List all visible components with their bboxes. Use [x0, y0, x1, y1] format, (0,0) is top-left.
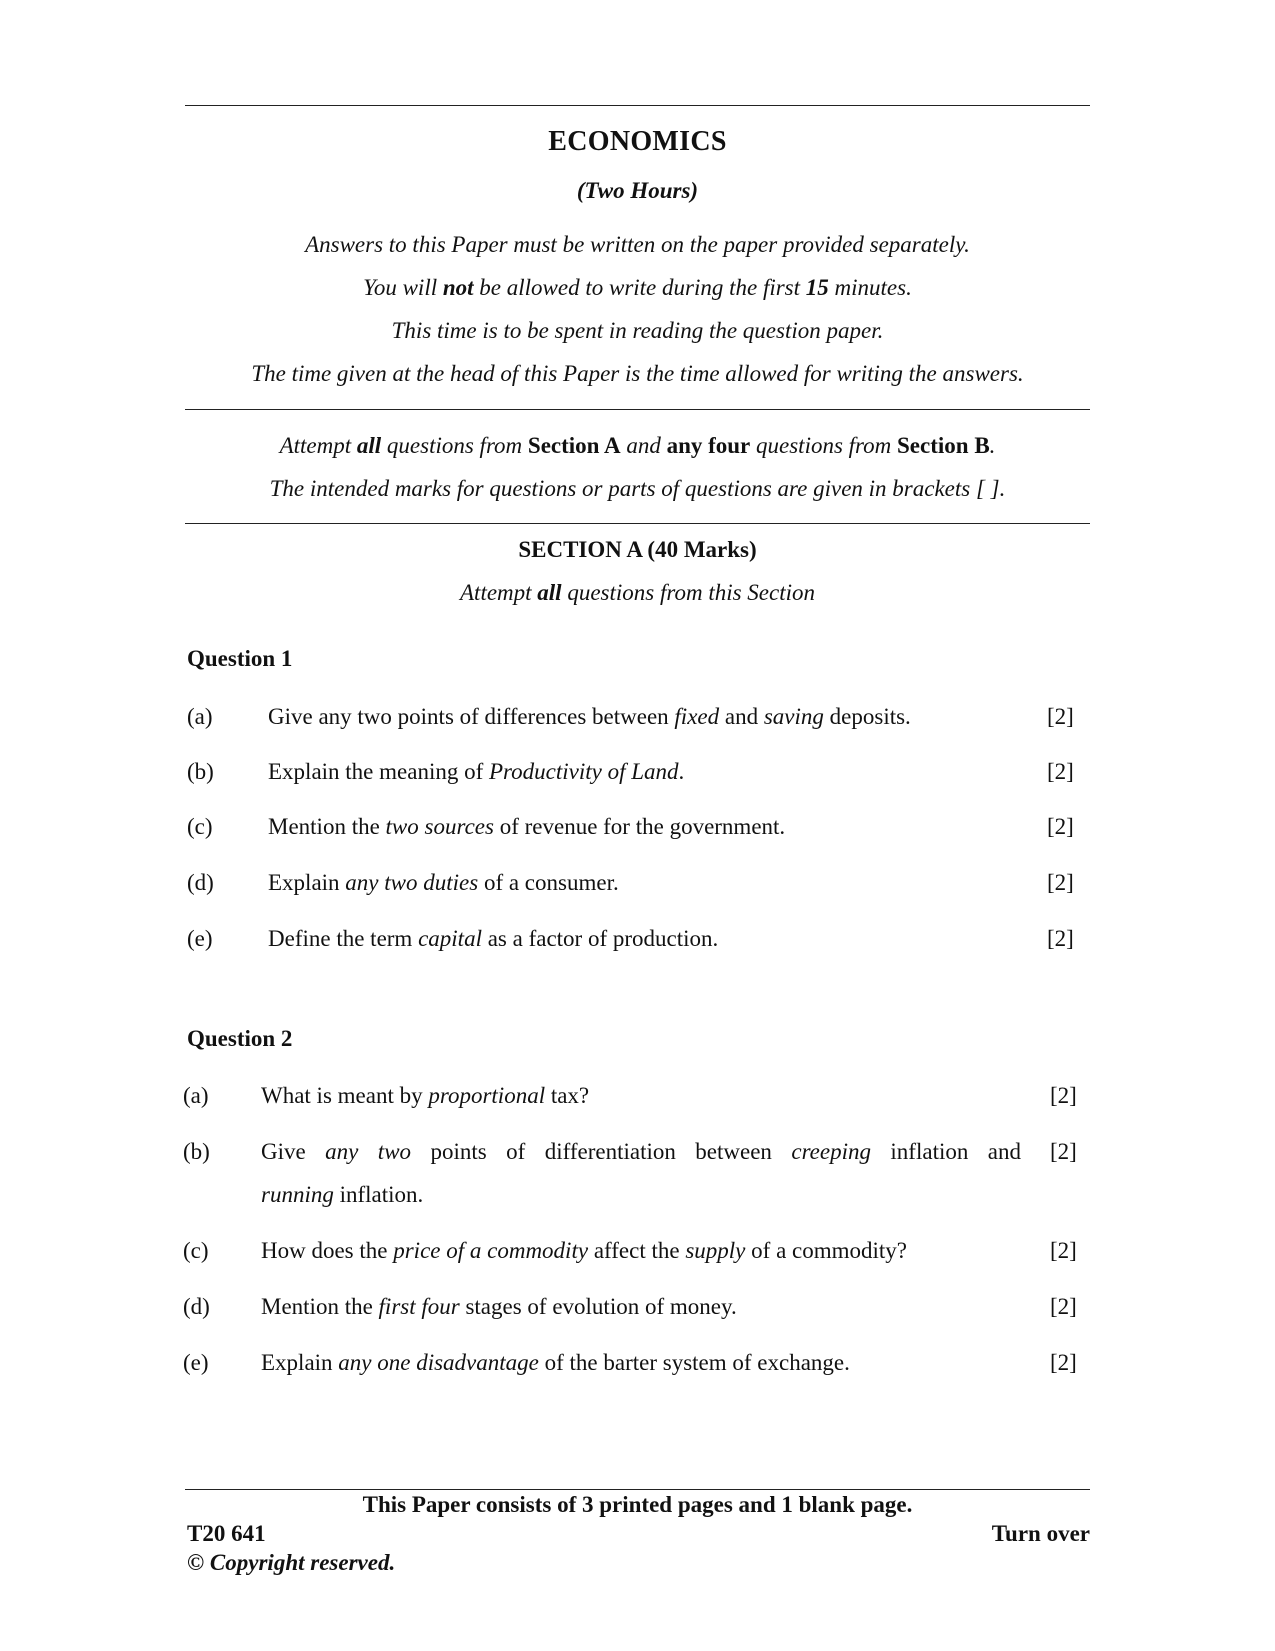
- marks-note: The intended marks for questions or parts of questions are given in brackets [ ].: [269, 476, 1006, 501]
- q2-part-text: [261, 1350, 850, 1376]
- part-emphasis: creeping: [791, 1139, 871, 1164]
- q2-part-marks: [2]: [1050, 1139, 1077, 1164]
- part-text: .: [678, 759, 685, 784]
- attempt-emphasis: any four: [666, 433, 751, 458]
- q1-part-text: [268, 759, 684, 785]
- part-text: Define the term: [268, 926, 419, 951]
- turn-over-label: Turn over: [991, 1521, 1090, 1546]
- q1-part-label: (c): [187, 814, 213, 839]
- section-sub-text: questions from this Section: [561, 580, 815, 605]
- instruction-line-4: The time given at the head of this Paper is the time allowed for writing the answers.: [251, 361, 1024, 386]
- q1-part-marks: [2]: [1047, 704, 1074, 729]
- part-text: Explain the meaning of: [268, 759, 489, 784]
- part-text: and: [719, 704, 764, 729]
- part-text: Give: [261, 1139, 326, 1164]
- part-text: What is meant by: [261, 1083, 429, 1108]
- part-text: tax?: [545, 1083, 590, 1108]
- q2-part-text-line-1: [261, 1139, 1021, 1165]
- attempt-text: Attempt: [279, 433, 357, 458]
- q2-part-label: (d): [183, 1294, 210, 1319]
- instruction-line-2: [185, 275, 1090, 301]
- section-a-subheading: [185, 580, 1090, 606]
- q2-part-label: (a): [183, 1083, 209, 1108]
- q2-part-label: (c): [183, 1238, 209, 1263]
- attempt-text: questions from: [381, 433, 528, 458]
- part-emphasis: saving: [763, 704, 824, 729]
- question-1-heading: Question 1: [187, 646, 293, 671]
- question-2-heading: Question 2: [187, 1026, 293, 1051]
- q2-part-text: [261, 1083, 589, 1109]
- instruction-emphasis: 15: [805, 275, 829, 300]
- attempt-emphasis: all: [356, 433, 382, 458]
- part-text: inflation and: [890, 1139, 1021, 1164]
- q1-part-marks: [2]: [1047, 870, 1074, 895]
- instruction-text: You will: [363, 275, 443, 300]
- section-a-heading: SECTION A (40 Marks): [518, 537, 757, 562]
- part-text: Mention the: [261, 1294, 379, 1319]
- part-emphasis: running: [261, 1182, 334, 1207]
- instruction-line-3: This time is to be spent in reading the question paper.: [391, 318, 884, 343]
- instruction-line-1: Answers to this Paper must be written on the paper provided separately.: [305, 232, 970, 257]
- q1-part-marks: [2]: [1047, 759, 1074, 784]
- q1-part-label: (d): [187, 870, 214, 895]
- q1-part-text: [268, 704, 911, 730]
- part-emphasis: capital: [418, 926, 482, 951]
- part-text: of the barter system of exchange.: [538, 1350, 850, 1375]
- part-text: points of differentiation between: [430, 1139, 792, 1164]
- q2-part-marks: [2]: [1050, 1350, 1077, 1375]
- part-emphasis: any two: [325, 1139, 412, 1164]
- part-text: Explain: [261, 1350, 339, 1375]
- part-text: Explain: [268, 870, 346, 895]
- q2-part-label: (b): [183, 1139, 210, 1164]
- instruction-text: be allowed to write during the first: [473, 275, 806, 300]
- attempt-emphasis: Section B: [897, 433, 990, 458]
- section-sub-emphasis: all: [537, 580, 562, 605]
- part-text: deposits.: [823, 704, 911, 729]
- part-text: Mention the: [268, 814, 386, 839]
- q1-part-marks: [2]: [1047, 814, 1074, 839]
- q2-part-marks: [2]: [1050, 1238, 1077, 1263]
- q2-part-text: [261, 1294, 737, 1320]
- q1-part-marks: [2]: [1047, 926, 1074, 951]
- part-text: of revenue for the government.: [493, 814, 786, 839]
- part-emphasis: any two duties: [345, 870, 479, 895]
- q2-part-text: [261, 1238, 907, 1264]
- part-emphasis: any one disadvantage: [338, 1350, 539, 1375]
- attempt-emphasis: Section A: [527, 433, 621, 458]
- part-text: affect the: [588, 1238, 686, 1263]
- instruction-emphasis: not: [442, 275, 474, 300]
- paper-code: T20 641: [187, 1521, 266, 1546]
- q2-part-marks: [2]: [1050, 1083, 1077, 1108]
- footer-divider: [185, 1489, 1090, 1490]
- q1-part-text: [268, 814, 785, 840]
- part-emphasis: supply: [685, 1238, 746, 1263]
- instruction-text: minutes.: [828, 275, 912, 300]
- part-text: of a commodity?: [745, 1238, 908, 1263]
- part-text: stages of evolution of money.: [459, 1294, 737, 1319]
- q1-part-text: [268, 926, 718, 952]
- q1-part-label: (e): [187, 926, 213, 951]
- section-sub-text: Attempt: [460, 580, 538, 605]
- q1-part-text: [268, 870, 619, 896]
- part-emphasis: price of a commodity: [393, 1238, 589, 1263]
- copyright-notice: © Copyright reserved.: [187, 1550, 396, 1575]
- part-emphasis: proportional: [428, 1083, 546, 1108]
- part-text: inflation.: [333, 1182, 424, 1207]
- part-text: How does the: [261, 1238, 394, 1263]
- instructions-divider: [185, 409, 1090, 410]
- top-divider: [185, 105, 1090, 106]
- paper-duration: (Two Hours): [576, 178, 699, 203]
- section-divider: [185, 523, 1090, 524]
- q1-part-label: (b): [187, 759, 214, 784]
- part-text: of a consumer.: [478, 870, 619, 895]
- part-emphasis: two sources: [385, 814, 494, 839]
- part-text: as a factor of production.: [481, 926, 719, 951]
- part-emphasis: Productivity of Land: [489, 759, 679, 784]
- attempt-text: and: [620, 433, 667, 458]
- q2-part-text-line-2: [261, 1182, 423, 1208]
- paper-title: ECONOMICS: [548, 126, 727, 157]
- part-emphasis: fixed: [674, 704, 720, 729]
- part-text: Give any two points of differences between: [268, 704, 675, 729]
- q2-part-marks: [2]: [1050, 1294, 1077, 1319]
- page-count-note: This Paper consists of 3 printed pages and 1 blank page.: [362, 1492, 913, 1517]
- attempt-text: questions from: [750, 433, 898, 458]
- attempt-instruction: [185, 433, 1090, 459]
- q1-part-label: (a): [187, 704, 213, 729]
- q2-part-label: (e): [183, 1350, 209, 1375]
- part-emphasis: first four: [378, 1294, 460, 1319]
- attempt-text: .: [989, 433, 996, 458]
